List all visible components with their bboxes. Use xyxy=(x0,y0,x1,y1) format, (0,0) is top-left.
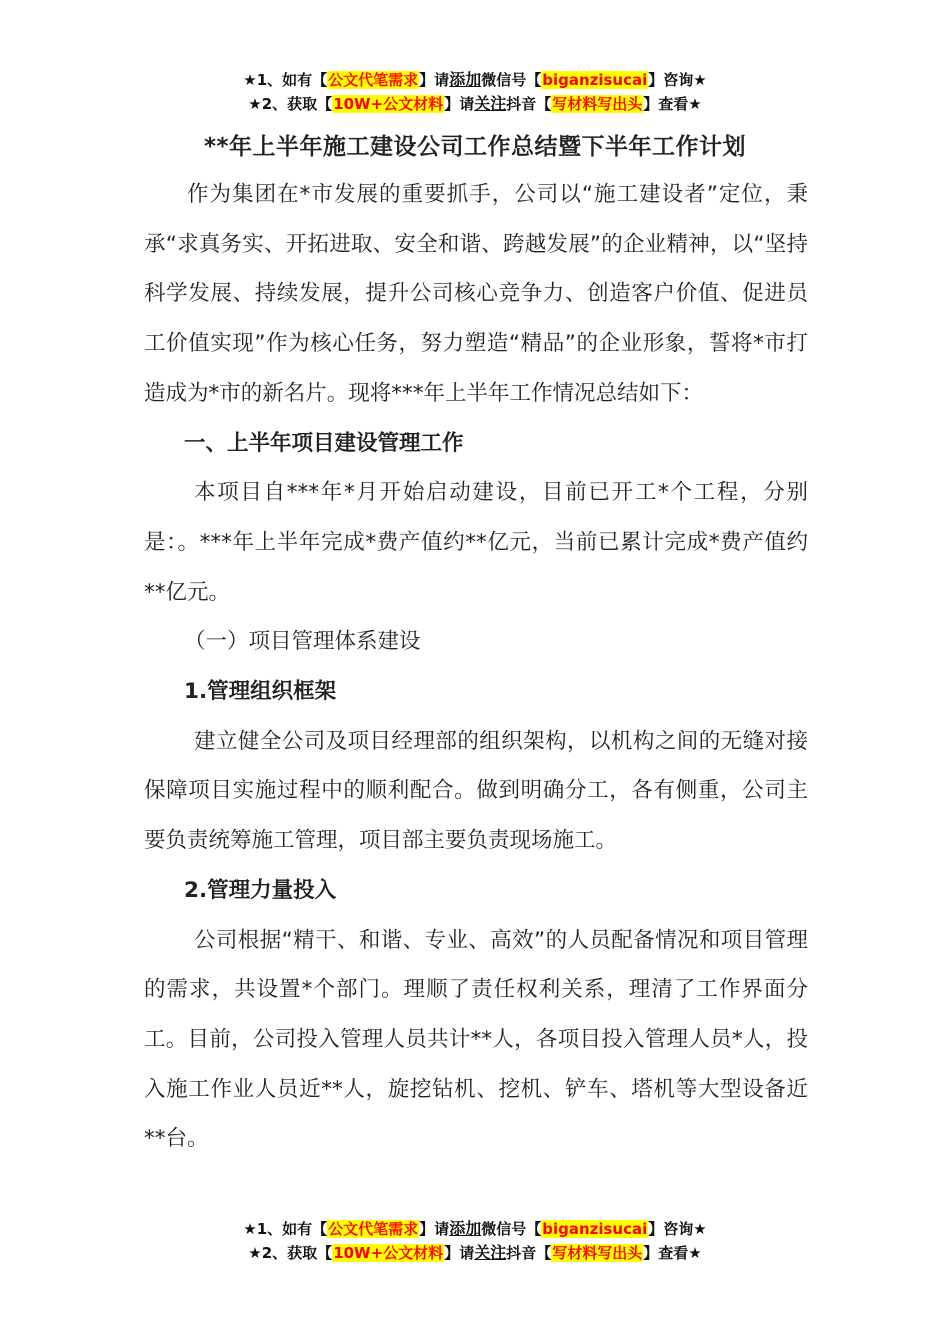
section-1-heading: 一、上半年项目建设管理工作 xyxy=(184,430,464,456)
banner-text: 】查看★ xyxy=(643,95,702,113)
highlight-douyin: 写材料写出头 xyxy=(552,95,643,113)
banner-text: 】请 xyxy=(444,95,475,113)
banner-text: 抖音【 xyxy=(506,1244,552,1262)
highlight-materials: 10W+公文材料 xyxy=(333,95,444,113)
emphasis-follow: 关注 xyxy=(474,94,507,113)
intro-paragraph: 作为集团在*市发展的重要抓手，公司以“施工建设者”定位，秉承“求真务实、开拓进取、安全和谐、跨越发展”的企业精神，以“坚持科学发展、持续发展，提升公司核心竞争力、创造客户价值、促进员工价值实现”作为核心任务，努力塑造“精品”的企业形象，誓将*市打造成为*市的新名片。现将***年上半年工作情况总结如下： xyxy=(144,182,808,406)
document-title: **年上半年施工建设公司工作总结暨下半年工作计划 xyxy=(203,134,747,160)
item-2-paragraph: 公司根据“精干、和谐、专业、高效”的人员配备情况和项目管理的需求，共设置*个部门。理顺了责任权利关系，理清了工作界面分工。目前，公司投入管理人员共计**人，各项目投入管理人员*人，投入施工作业人员近**人，旋挖钻机、挖机、铲车、塔机等大型设备近**台。 xyxy=(144,927,808,1152)
item-1-heading: 1.管理组织框架 xyxy=(184,679,337,705)
banner-text: 】请 xyxy=(419,71,450,89)
emphasis-follow: 关注 xyxy=(474,1243,507,1262)
highlight-wechat-id: biganzisucai xyxy=(542,1220,648,1238)
header-banner-line-2 xyxy=(0,92,950,116)
footer-banner-line-2 xyxy=(0,1241,950,1265)
emphasis-add: 添加 xyxy=(449,1219,482,1238)
banner-text: 抖音【 xyxy=(506,95,552,113)
banner-text: 微信号【 xyxy=(481,1220,542,1238)
banner-text: 】请 xyxy=(444,1244,475,1262)
highlight-service: 公文代笔需求 xyxy=(328,1220,419,1238)
header-banner-line-1 xyxy=(0,68,950,92)
highlight-wechat-id: biganzisucai xyxy=(542,71,648,89)
header-banner xyxy=(0,68,950,116)
footer-banner-line-1 xyxy=(0,1217,950,1241)
emphasis-add: 添加 xyxy=(449,70,482,89)
banner-text: ★1、如有【 xyxy=(243,71,328,89)
highlight-service: 公文代笔需求 xyxy=(328,71,419,89)
banner-text: ★1、如有【 xyxy=(243,1220,328,1238)
section-1-paragraph: 本项目自***年*月开始启动建设，目前已开工*个工程，分别是：。***年上半年完成*费产值约**亿元，当前已累计完成*费产值约**亿元。 xyxy=(144,480,808,605)
banner-text: 】查看★ xyxy=(643,1244,702,1262)
banner-text: 】咨询★ xyxy=(648,1220,707,1238)
document-body xyxy=(144,170,808,1164)
highlight-materials: 10W+公文材料 xyxy=(333,1244,444,1262)
banner-text: 微信号【 xyxy=(481,71,542,89)
banner-text: ★2、获取【 xyxy=(248,95,333,113)
banner-text: 】咨询★ xyxy=(648,71,707,89)
banner-text: 】请 xyxy=(419,1220,450,1238)
highlight-douyin: 写材料写出头 xyxy=(552,1244,643,1262)
subsection-1-heading: （一）项目管理体系建设 xyxy=(184,629,421,655)
footer-banner xyxy=(0,1217,950,1265)
banner-text: ★2、获取【 xyxy=(248,1244,333,1262)
item-1-paragraph: 建立健全公司及项目经理部的组织架构，以机构之间的无缝对接保障项目实施过程中的顺利配合。做到明确分工，各有侧重，公司主要负责统筹施工管理，项目部主要负责现场施工。 xyxy=(144,728,808,854)
item-2-heading: 2.管理力量投入 xyxy=(184,877,337,903)
